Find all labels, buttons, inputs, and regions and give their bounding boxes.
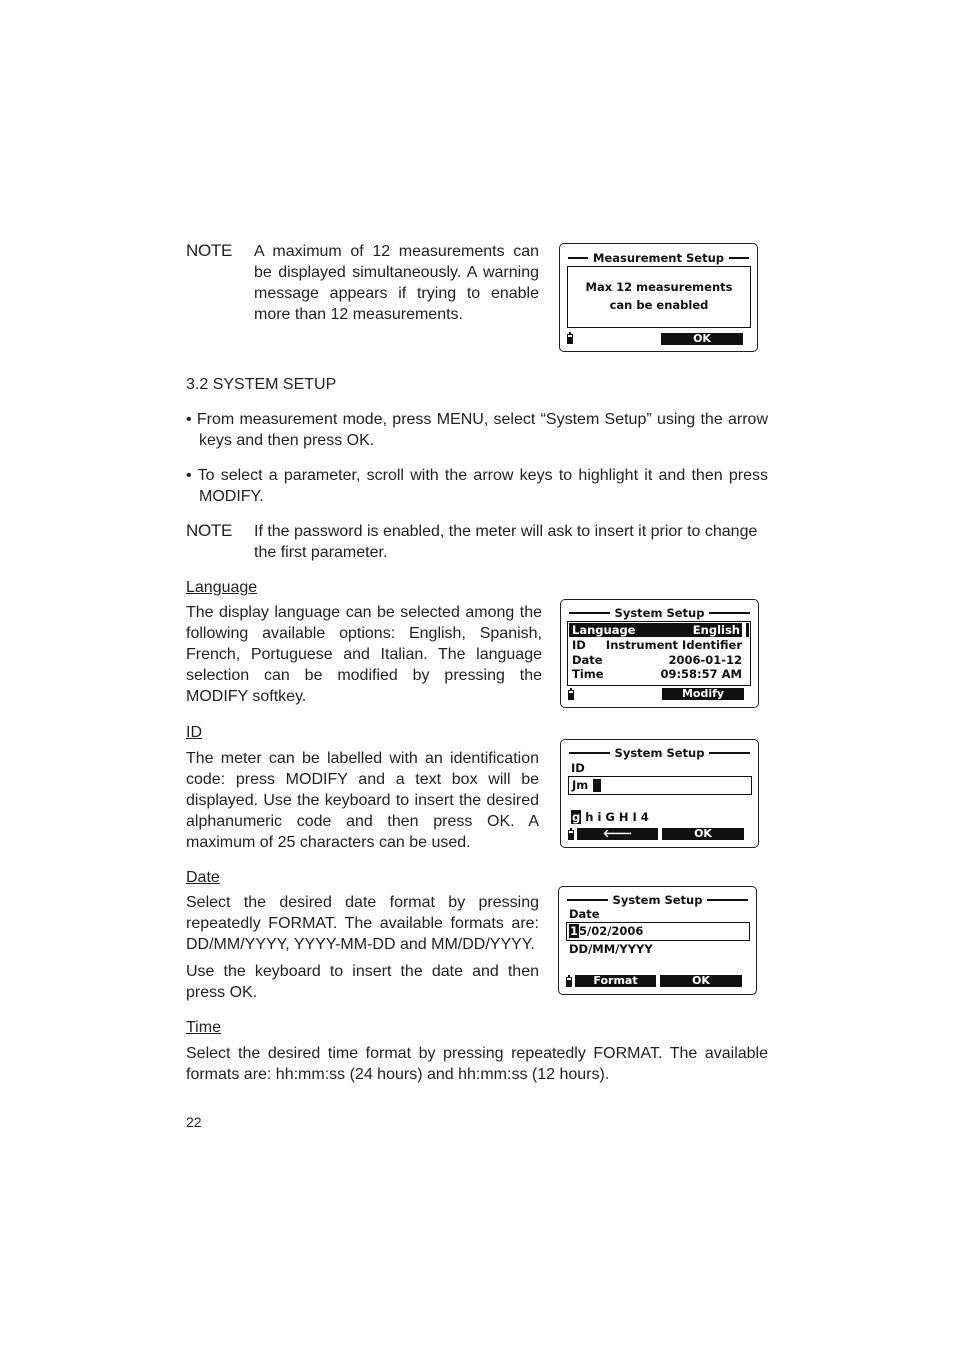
character-picker[interactable] [571, 810, 649, 824]
modify-softkey[interactable]: Modify [662, 688, 744, 700]
settings-row-date[interactable] [572, 653, 742, 667]
time-heading: Time [186, 1019, 221, 1036]
format-softkey[interactable]: Format [575, 975, 656, 987]
row-value: 09:58:57 AM [660, 667, 742, 681]
back-arrow-softkey[interactable]: 🡐 [577, 828, 658, 840]
lcd-title-text: System Setup [614, 746, 705, 760]
row-label: Date [572, 653, 603, 667]
note-text: If the password is enabled, the meter will ask to insert it prior to change the first parameter. [254, 523, 758, 561]
id-text: The meter can be labelled with an identification code: press MODIFY and a text box will be displayed. Use the keyboard to insert the desired alphanumeric code and then press OK. A maximum of 25 characters can be used. [186, 750, 539, 851]
battery-icon [568, 830, 574, 840]
battery-icon [566, 977, 572, 987]
lcd-title [567, 893, 748, 907]
note-text: A maximum of 12 measurements can be displayed simultaneously. A warning message appears if trying to enable more than 12 measurements. [254, 243, 539, 323]
bullet-item-2: • To select a parameter, scroll with the arrow keys to highlight it and then press MODIFY. [186, 467, 768, 505]
row-label: ID [572, 638, 586, 652]
id-label: ID [571, 761, 585, 775]
selected-character[interactable]: g [572, 810, 581, 824]
date-label: Date [569, 907, 600, 921]
scrollbar[interactable] [746, 623, 749, 637]
id-input[interactable] [568, 776, 752, 795]
row-label: Time [572, 667, 604, 681]
text-cursor [593, 779, 601, 792]
settings-row-language[interactable] [569, 623, 742, 637]
row-value: English [692, 623, 740, 637]
lcd-title-text: System Setup [614, 606, 705, 620]
lcd-title [569, 746, 750, 760]
note-label: NOTE [186, 521, 233, 540]
lcd-measurement-setup [559, 243, 758, 352]
warning-line-1: Max 12 measurements [585, 280, 733, 294]
ok-softkey[interactable]: OK [660, 975, 742, 987]
time-text: Select the desired time format by pressing repeatedly FORMAT. The available formats are: hh:mm:ss (24 hours) and hh:mm:ss (12 hours). [186, 1045, 768, 1083]
ok-softkey[interactable]: OK [662, 828, 744, 840]
date-input-value [569, 924, 643, 938]
section-heading: 3.2 SYSTEM SETUP [186, 376, 337, 393]
lcd-system-setup-date [558, 886, 757, 995]
ok-softkey[interactable]: OK [661, 333, 743, 345]
lcd-system-setup-language [560, 599, 759, 708]
character-options[interactable]: h i G H I 4 [585, 810, 649, 824]
warning-line-2: can be enabled [609, 298, 709, 312]
row-value: 2006-01-12 [668, 653, 742, 667]
date-text-2: Use the keyboard to insert the date and then press OK. [186, 963, 539, 1001]
page-number: 22 [186, 1114, 202, 1130]
battery-icon [568, 690, 574, 700]
lcd-system-setup-id [560, 739, 759, 848]
settings-row-time[interactable] [572, 667, 742, 681]
lcd-title-text: System Setup [612, 893, 703, 907]
lcd-title [568, 251, 749, 265]
date-input-rest: 5/02/2006 [579, 924, 644, 938]
id-input-value: Jm [572, 778, 589, 792]
text-cursor: 1 [570, 924, 579, 938]
date-format: DD/MM/YYYY [569, 942, 653, 956]
date-input[interactable] [566, 922, 750, 941]
lcd-title-text: Measurement Setup [593, 251, 724, 265]
settings-row-id[interactable] [572, 638, 742, 652]
lcd-title [569, 606, 750, 620]
id-heading: ID [186, 724, 202, 741]
date-heading: Date [186, 869, 220, 886]
bullet-item-1: • From measurement mode, press MENU, select “System Setup” using the arrow keys and then press OK. [186, 411, 768, 449]
row-value: Instrument Identifier [605, 638, 742, 652]
language-text: The display language can be selected among the following available options: English, Spanish, French, Portuguese and Italian. The language selection can be modified by pressing the MODIFY softkey. [186, 604, 542, 705]
language-heading: Language [186, 579, 258, 596]
warning-box [567, 266, 751, 328]
row-label: Language [572, 623, 636, 637]
battery-icon [567, 334, 573, 344]
note-label: NOTE [186, 241, 233, 260]
date-text-1: Select the desired date format by pressing repeatedly FORMAT. The available formats are: DD/MM/YYYY, YYYY-MM-DD and MM/DD/YYYY. [186, 894, 539, 953]
